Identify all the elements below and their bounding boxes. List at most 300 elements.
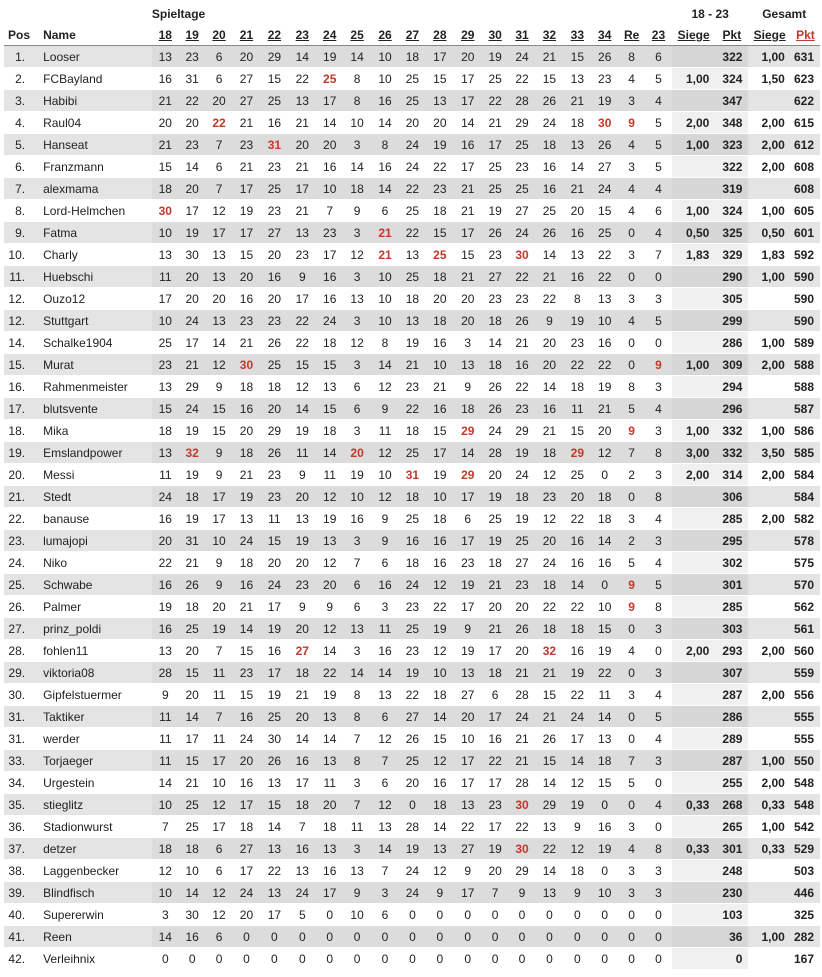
player-name[interactable]: Fatma [37, 222, 152, 244]
matchday-score: 31 [179, 530, 206, 552]
matchday-score: 20 [233, 420, 261, 442]
player-name[interactable]: Verleihnix [37, 948, 152, 970]
matchday-score: 14 [535, 772, 563, 794]
total-siege: 1,00 [748, 750, 790, 772]
total-pkt: 585 [791, 442, 820, 464]
player-name[interactable]: banause [37, 508, 152, 530]
matchday-score: 16 [563, 640, 591, 662]
range-pkt: 230 [715, 882, 748, 904]
player-name[interactable]: Messi [37, 464, 152, 486]
total-siege [748, 310, 790, 332]
col-pkt[interactable]: Pkt [715, 25, 748, 46]
col-matchday-27[interactable]: 27 [399, 25, 426, 46]
re-score: 5 [618, 398, 645, 420]
matchday-score: 20 [179, 684, 206, 706]
re-score: 0 [618, 266, 645, 288]
matchday-score: 11 [371, 618, 399, 640]
total-siege: 1,00 [748, 46, 790, 68]
matchday-score: 20 [260, 398, 288, 420]
player-name[interactable]: werder [37, 728, 152, 750]
matchday-score: 19 [591, 376, 618, 398]
matchday-score: 17 [426, 46, 454, 68]
re-score: 0 [618, 222, 645, 244]
matchday-score: 12 [288, 376, 316, 398]
matchday-score: 25 [260, 354, 288, 376]
matchday-score: 13 [343, 618, 371, 640]
matchday-score: 3 [343, 266, 371, 288]
matchday-score: 13 [591, 728, 618, 750]
player-name[interactable]: Hanseat [37, 134, 152, 156]
matchday-score: 19 [482, 46, 509, 68]
col-matchday-30[interactable]: 30 [482, 25, 509, 46]
matchday-score: 20 [288, 706, 316, 728]
matchday-score: 29 [509, 860, 536, 882]
matchday-score: 20 [535, 332, 563, 354]
matchday-score: 11 [152, 706, 179, 728]
matchday-score: 23 [260, 156, 288, 178]
matchday-score: 14 [179, 706, 206, 728]
matchday-score: 24 [509, 222, 536, 244]
range-siege [672, 816, 715, 838]
player-name[interactable]: Lord-Helmchen [37, 200, 152, 222]
matchday-score: 23 [482, 244, 509, 266]
player-name[interactable]: lumajopi [37, 530, 152, 552]
matchday-score: 20 [482, 860, 509, 882]
matchday-score: 12 [371, 486, 399, 508]
col-matchday-29[interactable]: 29 [454, 25, 482, 46]
col-matchday-20[interactable]: 20 [206, 25, 233, 46]
player-name[interactable]: stieglitz [37, 794, 152, 816]
matchday-score: 26 [509, 310, 536, 332]
col-matchday-26[interactable]: 26 [371, 25, 399, 46]
total-pkt: 590 [791, 310, 820, 332]
matchday-score: 0 [454, 948, 482, 970]
matchday-score: 21 [179, 354, 206, 376]
table-row [4, 112, 820, 134]
re-score: 3 [618, 244, 645, 266]
matchday-score: 19 [426, 618, 454, 640]
matchday-score: 16 [288, 750, 316, 772]
matchday-score: 23 [179, 134, 206, 156]
matchday-score: 14 [371, 178, 399, 200]
re-score: 2 [618, 530, 645, 552]
matchday-score: 10 [454, 728, 482, 750]
matchday-score: 16 [426, 332, 454, 354]
matchday-score: 12 [371, 794, 399, 816]
matchday-score: 16 [371, 640, 399, 662]
player-name[interactable]: Habibi [37, 90, 152, 112]
position-cell: 27. [4, 618, 37, 640]
matchday-score: 22 [399, 178, 426, 200]
player-name[interactable]: Urgestein [37, 772, 152, 794]
matchday-score: 18 [399, 46, 426, 68]
matchday-score: 14 [343, 46, 371, 68]
player-name[interactable]: Blindfisch [37, 882, 152, 904]
player-name[interactable]: Laggenbecker [37, 860, 152, 882]
matchday-score: 24 [152, 486, 179, 508]
matchday-score: 23 [260, 464, 288, 486]
matchday-score: 12 [343, 332, 371, 354]
matchday-score: 12 [535, 508, 563, 530]
matchday-score: 19 [482, 486, 509, 508]
range-siege [672, 266, 715, 288]
matchday-score: 9 [454, 618, 482, 640]
matchday-score: 20 [288, 552, 316, 574]
total-pkt: 560 [791, 640, 820, 662]
matchday-score: 26 [260, 332, 288, 354]
matchday-score: 9 [454, 860, 482, 882]
matchday-score: 3 [343, 420, 371, 442]
matchday-score: 6 [454, 508, 482, 530]
matchday-score: 27 [260, 222, 288, 244]
player-name[interactable]: fohlen11 [37, 640, 152, 662]
player-name[interactable]: Stadionwurst [37, 816, 152, 838]
matchday-score: 29 [260, 420, 288, 442]
day23-score: 4 [645, 728, 672, 750]
matchday-score: 12 [316, 552, 343, 574]
total-siege: 1,00 [748, 200, 790, 222]
matchday-score: 11 [152, 750, 179, 772]
matchday-score: 15 [288, 354, 316, 376]
matchday-score: 9 [206, 442, 233, 464]
range-siege [672, 684, 715, 706]
matchday-score: 30 [509, 794, 536, 816]
matchday-score: 21 [152, 134, 179, 156]
matchday-score: 28 [399, 816, 426, 838]
player-name[interactable]: Rahmenmeister [37, 376, 152, 398]
matchday-score: 26 [535, 222, 563, 244]
range-pkt: 287 [715, 750, 748, 772]
matchday-score: 20 [563, 200, 591, 222]
table-row [4, 442, 820, 464]
range-siege [672, 398, 715, 420]
matchday-score: 14 [152, 772, 179, 794]
day23-score: 3 [645, 618, 672, 640]
matchday-score: 16 [591, 816, 618, 838]
table-row [4, 530, 820, 552]
player-name[interactable]: Franzmann [37, 156, 152, 178]
player-name[interactable]: Emslandpower [37, 442, 152, 464]
position-cell: 8. [4, 200, 37, 222]
table-row [4, 596, 820, 618]
matchday-score: 9 [371, 508, 399, 530]
matchday-score: 10 [426, 662, 454, 684]
matchday-score: 16 [260, 266, 288, 288]
matchday-score: 13 [152, 376, 179, 398]
player-name[interactable]: Palmer [37, 596, 152, 618]
matchday-score: 19 [260, 684, 288, 706]
matchday-score: 18 [233, 816, 261, 838]
matchday-score: 13 [316, 838, 343, 860]
player-name[interactable]: Mika [37, 420, 152, 442]
table-row [4, 816, 820, 838]
matchday-score: 16 [152, 618, 179, 640]
col-23[interactable]: 23 [645, 25, 672, 46]
matchday-score: 13 [343, 860, 371, 882]
player-name[interactable]: viktoria08 [37, 662, 152, 684]
matchday-score: 0 [591, 860, 618, 882]
matchday-score: 14 [426, 816, 454, 838]
matchday-score: 20 [206, 288, 233, 310]
table-row [4, 46, 820, 68]
col-re[interactable]: Re [618, 25, 645, 46]
matchday-score: 25 [179, 816, 206, 838]
matchday-score: 21 [288, 684, 316, 706]
total-pkt: 542 [791, 816, 820, 838]
matchday-score: 14 [371, 112, 399, 134]
matchday-score: 3 [371, 882, 399, 904]
range-siege [672, 332, 715, 354]
re-score: 0 [618, 618, 645, 640]
day23-score: 0 [645, 948, 672, 970]
range-pkt: 286 [715, 706, 748, 728]
position-cell: 31. [4, 706, 37, 728]
col-matchday-32[interactable]: 32 [535, 25, 563, 46]
player-name[interactable]: alexmama [37, 178, 152, 200]
col-matchday-18[interactable]: 18 [152, 25, 179, 46]
matchday-score: 17 [179, 332, 206, 354]
range-pkt: 248 [715, 860, 748, 882]
total-siege: 1,00 [748, 420, 790, 442]
matchday-score: 7 [343, 728, 371, 750]
matchday-score: 21 [179, 552, 206, 574]
player-name[interactable]: Niko [37, 552, 152, 574]
position-cell: 26. [4, 596, 37, 618]
range-pkt: 255 [715, 772, 748, 794]
matchday-score: 21 [426, 376, 454, 398]
table-row [4, 156, 820, 178]
range-siege: 0,33 [672, 794, 715, 816]
day23-score: 0 [645, 332, 672, 354]
col-pos: Pos [4, 25, 37, 46]
matchday-score: 24 [399, 134, 426, 156]
player-name[interactable]: Taktiker [37, 706, 152, 728]
re-score: 0 [618, 948, 645, 970]
player-name[interactable]: Supererwin [37, 904, 152, 926]
total-siege: 1,00 [748, 816, 790, 838]
range-pkt: 301 [715, 574, 748, 596]
matchday-score: 19 [399, 838, 426, 860]
col-siege[interactable]: Siege [672, 25, 715, 46]
total-pkt: 587 [791, 398, 820, 420]
player-name[interactable]: Gipfelstuermer [37, 684, 152, 706]
player-name[interactable]: Reen [37, 926, 152, 948]
day23-score: 5 [645, 310, 672, 332]
matchday-score: 12 [206, 354, 233, 376]
re-score: 3 [618, 508, 645, 530]
matchday-score: 24 [563, 706, 591, 728]
matchday-score: 21 [233, 596, 261, 618]
matchday-score: 23 [260, 486, 288, 508]
matchday-score: 21 [482, 618, 509, 640]
player-name[interactable]: Ouzo12 [37, 288, 152, 310]
matchday-score: 19 [591, 640, 618, 662]
matchday-score: 17 [454, 530, 482, 552]
range-siege [672, 574, 715, 596]
col-matchday-23[interactable]: 23 [288, 25, 316, 46]
matchday-score: 0 [591, 926, 618, 948]
matchday-score: 14 [316, 112, 343, 134]
matchday-score: 22 [563, 596, 591, 618]
matchday-score: 13 [316, 750, 343, 772]
matchday-score: 6 [206, 860, 233, 882]
matchday-score: 8 [343, 68, 371, 90]
matchday-score: 19 [399, 332, 426, 354]
matchday-score: 13 [426, 838, 454, 860]
col-siege-total[interactable]: Siege [748, 25, 790, 46]
matchday-score: 13 [288, 90, 316, 112]
total-siege [748, 596, 790, 618]
col-matchday-28[interactable]: 28 [426, 25, 454, 46]
matchday-score: 19 [179, 420, 206, 442]
col-matchday-31[interactable]: 31 [509, 25, 536, 46]
table-row [4, 90, 820, 112]
range-siege [672, 530, 715, 552]
day23-score: 0 [645, 266, 672, 288]
position-cell: 35. [4, 794, 37, 816]
range-pkt: 0 [715, 948, 748, 970]
matchday-score: 16 [563, 552, 591, 574]
col-matchday-34[interactable]: 34 [591, 25, 618, 46]
col-matchday-33[interactable]: 33 [563, 25, 591, 46]
player-name[interactable]: Schwabe [37, 574, 152, 596]
matchday-score: 21 [482, 112, 509, 134]
matchday-score: 17 [482, 706, 509, 728]
matchday-score: 26 [260, 750, 288, 772]
matchday-score: 10 [371, 68, 399, 90]
player-name[interactable]: Huebschi [37, 266, 152, 288]
range-pkt: 265 [715, 816, 748, 838]
matchday-score: 13 [563, 244, 591, 266]
player-name[interactable]: Charly [37, 244, 152, 266]
matchday-score: 23 [482, 288, 509, 310]
matchday-score: 16 [260, 112, 288, 134]
matchday-score: 0 [288, 926, 316, 948]
player-name[interactable]: Torjaeger [37, 750, 152, 772]
player-name[interactable]: Stedt [37, 486, 152, 508]
matchday-score: 0 [426, 948, 454, 970]
matchday-score: 15 [260, 794, 288, 816]
position-cell: 30. [4, 684, 37, 706]
matchday-score: 25 [509, 530, 536, 552]
matchday-score: 7 [482, 882, 509, 904]
matchday-score: 23 [509, 288, 536, 310]
player-name[interactable]: blutsvente [37, 398, 152, 420]
range-pkt: 332 [715, 420, 748, 442]
matchday-score: 16 [233, 398, 261, 420]
matchday-score: 12 [316, 618, 343, 640]
table-row [4, 200, 820, 222]
matchday-score: 13 [260, 772, 288, 794]
matchday-score: 17 [454, 882, 482, 904]
col-matchday-21[interactable]: 21 [233, 25, 261, 46]
matchday-score: 12 [206, 200, 233, 222]
matchday-score: 14 [316, 640, 343, 662]
matchday-score: 9 [206, 552, 233, 574]
matchday-score: 16 [426, 772, 454, 794]
player-name[interactable]: detzer [37, 838, 152, 860]
matchday-score: 19 [426, 134, 454, 156]
total-siege [748, 860, 790, 882]
col-matchday-19[interactable]: 19 [179, 25, 206, 46]
matchday-score: 0 [591, 904, 618, 926]
col-pkt-total[interactable]: Pkt [791, 25, 820, 46]
matchday-score: 21 [482, 574, 509, 596]
matchday-score: 7 [206, 706, 233, 728]
col-matchday-24[interactable]: 24 [316, 25, 343, 46]
matchday-score: 13 [535, 882, 563, 904]
matchday-score: 23 [288, 244, 316, 266]
matchday-score: 20 [343, 442, 371, 464]
range-pkt: 314 [715, 464, 748, 486]
matchday-score: 17 [206, 816, 233, 838]
matchday-score: 25 [563, 464, 591, 486]
matchday-score: 13 [288, 222, 316, 244]
matchday-score: 24 [260, 574, 288, 596]
matchday-score: 22 [426, 156, 454, 178]
range-pkt: 301 [715, 838, 748, 860]
player-name[interactable]: Schalke1904 [37, 332, 152, 354]
matchday-score: 15 [179, 750, 206, 772]
matchday-score: 11 [206, 684, 233, 706]
matchday-score: 8 [343, 750, 371, 772]
table-row [4, 376, 820, 398]
matchday-score: 20 [179, 178, 206, 200]
matchday-score: 5 [288, 904, 316, 926]
re-score: 0 [618, 354, 645, 376]
matchday-score: 0 [426, 904, 454, 926]
col-matchday-22[interactable]: 22 [260, 25, 288, 46]
col-matchday-25[interactable]: 25 [343, 25, 371, 46]
matchday-score: 18 [482, 354, 509, 376]
matchday-score: 20 [482, 596, 509, 618]
player-name[interactable]: Raul04 [37, 112, 152, 134]
table-row [4, 618, 820, 640]
position-cell: 33. [4, 750, 37, 772]
matchday-score: 31 [179, 68, 206, 90]
player-name[interactable]: Stuttgart [37, 310, 152, 332]
matchday-score: 10 [152, 882, 179, 904]
matchday-score: 13 [454, 662, 482, 684]
day23-score: 0 [645, 904, 672, 926]
matchday-score: 14 [288, 398, 316, 420]
position-cell: 41. [4, 926, 37, 948]
matchday-score: 17 [179, 728, 206, 750]
range-siege [672, 486, 715, 508]
player-name[interactable]: FCBayland [37, 68, 152, 90]
total-pkt: 575 [791, 552, 820, 574]
matchday-score: 22 [509, 376, 536, 398]
matchday-score: 22 [509, 266, 536, 288]
player-name[interactable]: Murat [37, 354, 152, 376]
total-siege [748, 904, 790, 926]
total-siege [748, 486, 790, 508]
player-name[interactable]: Looser [37, 46, 152, 68]
matchday-score: 27 [482, 266, 509, 288]
matchday-score: 27 [509, 552, 536, 574]
total-siege [748, 728, 790, 750]
player-name[interactable]: prinz_poldi [37, 618, 152, 640]
day23-score: 5 [645, 134, 672, 156]
matchday-score: 8 [343, 684, 371, 706]
matchday-score: 16 [316, 266, 343, 288]
matchday-score: 23 [563, 332, 591, 354]
matchday-score: 20 [535, 530, 563, 552]
position-cell: 40. [4, 904, 37, 926]
range-siege: 1,00 [672, 200, 715, 222]
range-pkt: 324 [715, 68, 748, 90]
matchday-score: 22 [399, 222, 426, 244]
